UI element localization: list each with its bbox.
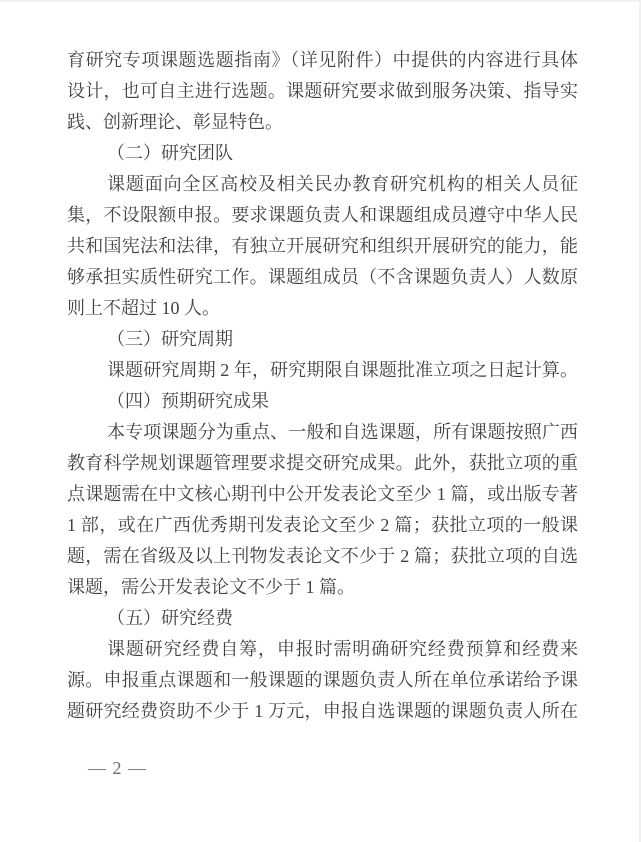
document-body: [67, 45, 578, 727]
section-heading-research-period: （三）研究周期: [107, 329, 233, 349]
body-text-line: 设计，也可自主进行选题。课题研究要求做到服务决策、指导实: [67, 81, 578, 101]
body-text-line: 够承担实质性研究工作。课题组成员（不含课题负责人）人数原: [67, 267, 578, 287]
body-text-line: 点课题需在中文核心期刊中公开发表论文至少 1 篇，或出版专著: [67, 484, 578, 504]
section-heading-research-team: （二）研究团队: [107, 143, 233, 163]
body-text-line: 课题研究周期 2 年，研究期限自课题批准立项之日起计算。: [107, 360, 578, 380]
body-text-line: 集，不设限额申报。要求课题负责人和课题组成员遵守中华人民: [67, 205, 578, 225]
page-number: — 2 —: [88, 758, 147, 778]
body-text-line: 践、创新理论、彰显特色。: [67, 112, 283, 132]
body-text-line: 课题研究经费自筹，申报时需明确研究经费预算和经费来: [107, 639, 578, 659]
section-heading-research-funding: （五）研究经费: [107, 608, 233, 628]
scan-edge-top: [0, 0, 641, 2]
body-text-line: 源。申报重点课题和一般课题的课题负责人所在单位承诺给予课: [67, 670, 578, 690]
body-text-line: 1 部，或在广西优秀期刊发表论文至少 2 篇；获批立项的一般课: [67, 515, 578, 535]
body-text-line: 本专项课题分为重点、一般和自选课题，所有课题按照广西: [107, 422, 578, 442]
body-text-line: 共和国宪法和法律，有独立开展研究和组织开展研究的能力，能: [67, 236, 578, 256]
body-text-line: 课题面向全区高校及相关民办教育研究机构的相关人员征: [107, 174, 578, 194]
body-text-line: 题研究经费资助不少于 1 万元，申报自选课题的课题负责人所在: [67, 701, 578, 721]
body-text-line: 则上不超过 10 人。: [67, 298, 220, 318]
body-text-line: 教育科学规划课题管理要求提交研究成果。此外，获批立项的重: [67, 453, 578, 473]
section-heading-expected-results: （四）预期研究成果: [107, 391, 269, 411]
body-text-line: 课题，需公开发表论文不少于 1 篇。: [67, 577, 355, 597]
body-text-line: 题，需在省级及以上刊物发表论文不少于 2 篇；获批立项的自选: [67, 546, 578, 566]
body-text-line: 育研究专项课题选题指南》（详见附件）中提供的内容进行具体: [67, 50, 578, 70]
